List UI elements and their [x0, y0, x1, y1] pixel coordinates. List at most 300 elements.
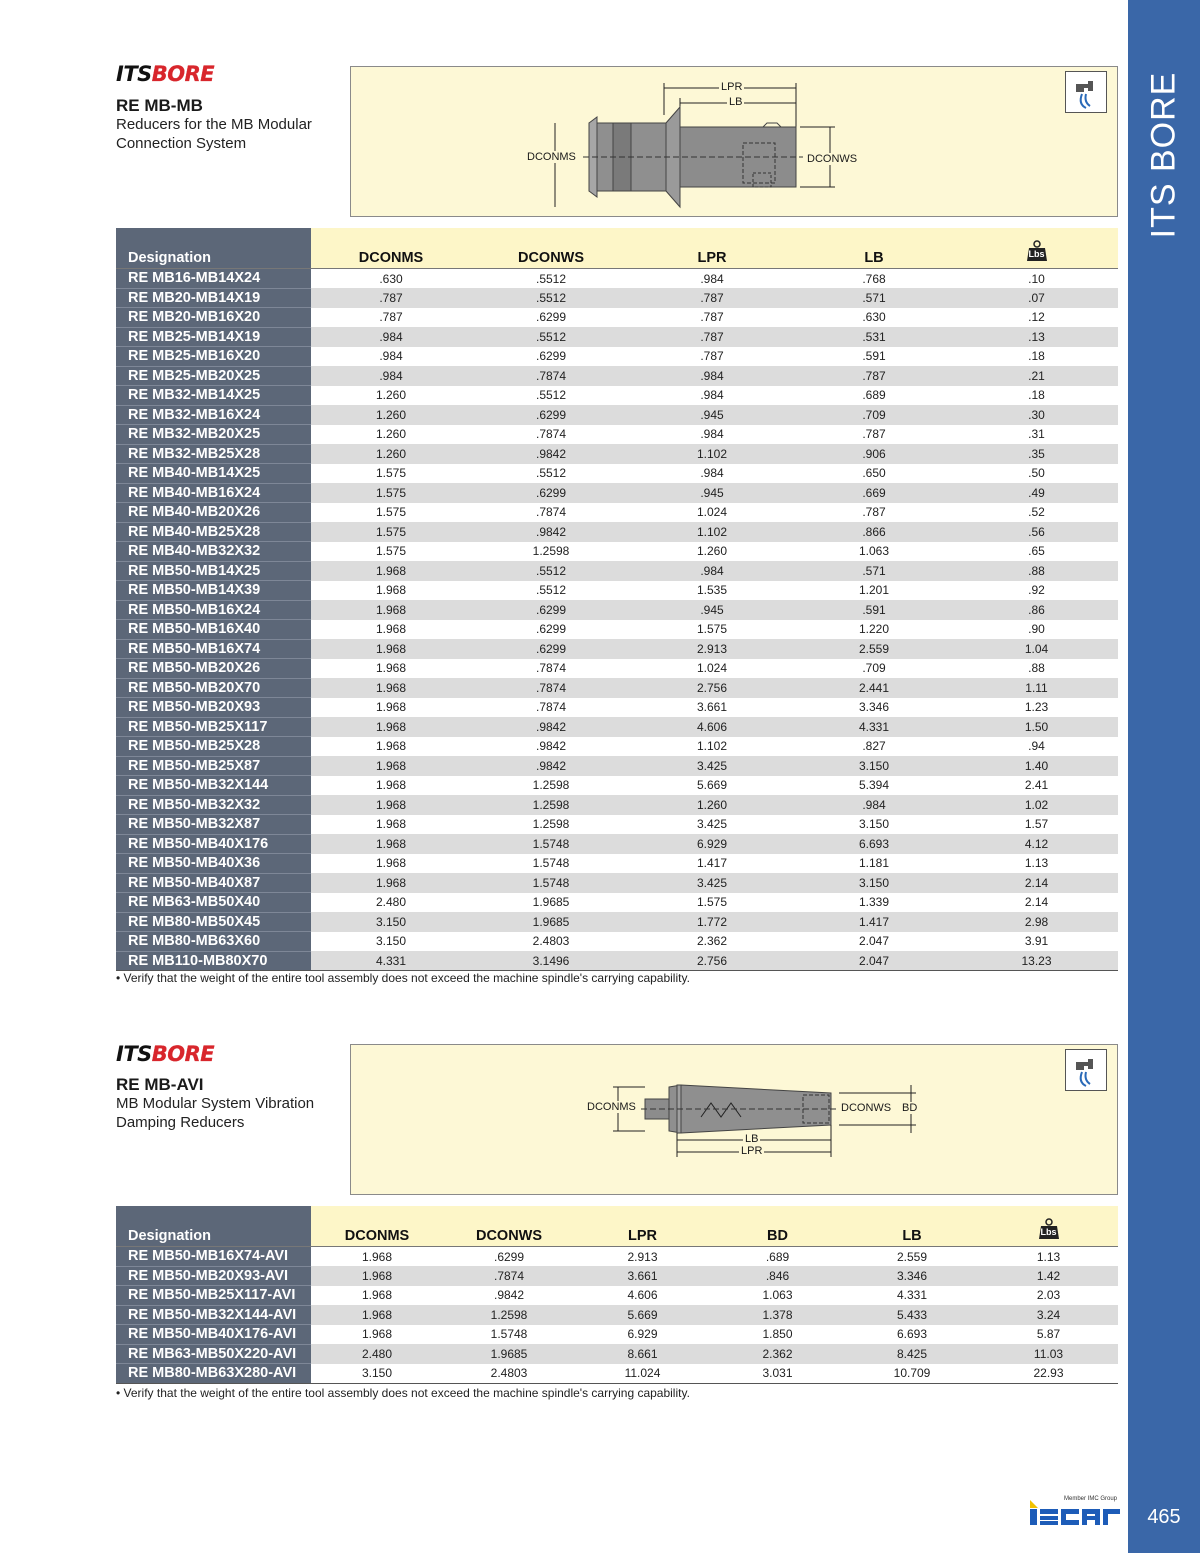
col-dconms: DCONMS [311, 1206, 443, 1247]
value-cell: 1.2598 [471, 776, 631, 796]
table-row [116, 1266, 1118, 1286]
weight-lbs-icon: Lbs [1025, 240, 1049, 262]
value-cell: 1.968 [311, 795, 471, 815]
col-dconws: DCONWS [471, 228, 631, 269]
designation-cell: RE MB50-MB14X25 [116, 561, 311, 581]
value-cell: .52 [955, 503, 1118, 523]
value-cell: .5512 [471, 561, 631, 581]
value-cell: 1.181 [793, 854, 955, 874]
product-title: RE MB-MB [116, 96, 203, 115]
table-row [116, 347, 1118, 367]
designation-cell: RE MB25-MB14X19 [116, 327, 311, 347]
value-cell: 1.968 [311, 659, 471, 679]
value-cell: 1.850 [710, 1325, 845, 1345]
value-cell: .531 [793, 327, 955, 347]
value-cell: .787 [793, 503, 955, 523]
value-cell: .787 [631, 288, 793, 308]
dim-bd-label: BD [902, 1102, 918, 1114]
value-cell: 1.260 [311, 444, 471, 464]
value-cell: 13.23 [955, 951, 1118, 971]
col-lb: LB [845, 1206, 979, 1247]
designation-cell: RE MB80-MB63X60 [116, 932, 311, 952]
col-dconms: DCONMS [311, 228, 471, 269]
value-cell: 1.5748 [471, 873, 631, 893]
value-cell: 3.24 [979, 1305, 1118, 1325]
product-title: RE MB-AVI [116, 1075, 204, 1094]
col-lb: LB [793, 228, 955, 269]
designation-cell: RE MB80-MB50X45 [116, 912, 311, 932]
designation-cell: RE MB50-MB14X39 [116, 581, 311, 601]
value-cell: .945 [631, 600, 793, 620]
value-cell: .94 [955, 737, 1118, 757]
value-cell: 1.57 [955, 815, 1118, 835]
value-cell: .88 [955, 561, 1118, 581]
value-cell: .5512 [471, 386, 631, 406]
value-cell: 1.968 [311, 776, 471, 796]
value-cell: 1.968 [311, 581, 471, 601]
value-cell: .5512 [471, 288, 631, 308]
value-cell: 11.03 [979, 1344, 1118, 1364]
designation-cell: RE MB50-MB32X32 [116, 795, 311, 815]
table-row [116, 386, 1118, 406]
value-cell: 1.260 [311, 386, 471, 406]
product-subtitle: Reducers for the MB Modular Connection System [116, 116, 312, 152]
iscar-logo [1028, 1496, 1122, 1532]
value-cell: 5.87 [979, 1325, 1118, 1345]
value-cell: .9842 [471, 737, 631, 757]
col-dconws: DCONWS [443, 1206, 575, 1247]
value-cell: 3.346 [793, 698, 955, 718]
dim-dconms-label: DCONMS [527, 151, 576, 163]
value-cell: .07 [955, 288, 1118, 308]
brand-logo: ITSBORE [116, 1042, 215, 1066]
value-cell: .7874 [471, 659, 631, 679]
value-cell: 4.606 [631, 717, 793, 737]
value-cell: 1.5748 [443, 1325, 575, 1345]
dim-lpr-label: LPR [721, 81, 743, 93]
value-cell: .984 [631, 464, 793, 484]
table-row [116, 932, 1118, 952]
designation-cell: RE MB32-MB14X25 [116, 386, 311, 406]
designation-cell: RE MB32-MB20X25 [116, 425, 311, 445]
table-row [116, 1364, 1118, 1384]
value-cell: 1.339 [793, 893, 955, 913]
brand-logo: ITSBORE [116, 62, 215, 86]
table-row [116, 561, 1118, 581]
value-cell: 2.03 [979, 1286, 1118, 1306]
value-cell: 2.362 [631, 932, 793, 952]
value-cell: 1.02 [955, 795, 1118, 815]
value-cell: 1.968 [311, 834, 471, 854]
value-cell: 5.669 [631, 776, 793, 796]
designation-cell: RE MB32-MB16X24 [116, 405, 311, 425]
value-cell: 3.425 [631, 756, 793, 776]
table-row [116, 1325, 1118, 1345]
value-cell: 3.346 [845, 1266, 979, 1286]
table-row [116, 1305, 1118, 1325]
dim-dconws-label: DCONWS [841, 1102, 892, 1114]
value-cell: 1.260 [631, 795, 793, 815]
value-cell: 1.968 [311, 1266, 443, 1286]
value-cell: .12 [955, 308, 1118, 328]
table-row [116, 873, 1118, 893]
value-cell: 3.150 [793, 815, 955, 835]
table-row [116, 795, 1118, 815]
value-cell: 5.669 [575, 1305, 710, 1325]
coolant-icon [1065, 71, 1107, 113]
value-cell: 2.559 [793, 639, 955, 659]
table-row [116, 659, 1118, 679]
value-cell: 3.150 [311, 932, 471, 952]
value-cell: .9842 [471, 444, 631, 464]
value-cell: .65 [955, 542, 1118, 562]
table-row [116, 581, 1118, 601]
value-cell: 1.024 [631, 659, 793, 679]
value-cell: 3.425 [631, 815, 793, 835]
value-cell: .7874 [471, 698, 631, 718]
value-cell: 2.4803 [443, 1364, 575, 1384]
value-cell: .787 [631, 347, 793, 367]
value-cell: 1.2598 [471, 795, 631, 815]
side-title: ITS BORE [1144, 71, 1183, 239]
value-cell: 8.661 [575, 1344, 710, 1364]
value-cell: 1.102 [631, 522, 793, 542]
designation-cell: RE MB25-MB20X25 [116, 366, 311, 386]
col-designation: Designation [116, 1206, 311, 1247]
value-cell: 2.913 [631, 639, 793, 659]
value-cell: .9842 [471, 522, 631, 542]
table-row [116, 1344, 1118, 1364]
value-cell: 2.362 [710, 1344, 845, 1364]
designation-cell: RE MB50-MB40X87 [116, 873, 311, 893]
designation-cell: RE MB50-MB16X24 [116, 600, 311, 620]
value-cell: .571 [793, 288, 955, 308]
value-cell: 4.606 [575, 1286, 710, 1306]
value-cell: 1.968 [311, 717, 471, 737]
value-cell: 3.1496 [471, 951, 631, 971]
value-cell: .787 [311, 308, 471, 328]
dim-lb-label: LB [745, 1133, 759, 1145]
designation-cell: RE MB40-MB20X26 [116, 503, 311, 523]
table-row [116, 698, 1118, 718]
value-cell: .984 [631, 561, 793, 581]
value-cell: 2.98 [955, 912, 1118, 932]
value-cell: .6299 [471, 308, 631, 328]
value-cell: 1.063 [710, 1286, 845, 1306]
value-cell: .90 [955, 620, 1118, 640]
table-row [116, 405, 1118, 425]
value-cell: 6.693 [845, 1325, 979, 1345]
value-cell: 1.13 [955, 854, 1118, 874]
value-cell: .7874 [443, 1266, 575, 1286]
table-row [116, 464, 1118, 484]
designation-cell: RE MB50-MB32X87 [116, 815, 311, 835]
table-row [116, 815, 1118, 835]
weight-note: • Verify that the weight of the entire tool assembly does not exceed the machine spindle's carrying capability. [116, 1386, 690, 1400]
value-cell: 1.063 [793, 542, 955, 562]
designation-cell: RE MB50-MB16X74 [116, 639, 311, 659]
value-cell: 1.50 [955, 717, 1118, 737]
value-cell: 2.480 [311, 1344, 443, 1364]
value-cell: .6299 [471, 639, 631, 659]
value-cell: 1.417 [631, 854, 793, 874]
value-cell: .630 [793, 308, 955, 328]
value-cell: 1.102 [631, 444, 793, 464]
designation-cell: RE MB50-MB20X93-AVI [116, 1266, 311, 1286]
value-cell: 1.575 [311, 542, 471, 562]
value-cell: 1.968 [311, 639, 471, 659]
value-cell: 1.40 [955, 756, 1118, 776]
designation-cell: RE MB80-MB63X280-AVI [116, 1364, 311, 1384]
designation-cell: RE MB40-MB25X28 [116, 522, 311, 542]
value-cell: .984 [631, 366, 793, 386]
table-row [116, 600, 1118, 620]
value-cell: 1.968 [311, 1325, 443, 1345]
value-cell: 2.4803 [471, 932, 631, 952]
value-cell: 1.417 [793, 912, 955, 932]
value-cell: 2.559 [845, 1247, 979, 1267]
value-cell: 2.441 [793, 678, 955, 698]
value-cell: .984 [311, 347, 471, 367]
value-cell: .571 [793, 561, 955, 581]
value-cell: 1.968 [311, 600, 471, 620]
designation-cell: RE MB63-MB50X40 [116, 893, 311, 913]
value-cell: 4.331 [793, 717, 955, 737]
value-cell: 3.031 [710, 1364, 845, 1384]
designation-cell: RE MB40-MB14X25 [116, 464, 311, 484]
dim-lb-label: LB [729, 96, 743, 108]
table-row [116, 483, 1118, 503]
value-cell: 1.42 [979, 1266, 1118, 1286]
value-cell: 5.394 [793, 776, 955, 796]
value-cell: .7874 [471, 366, 631, 386]
value-cell: 1.9685 [443, 1344, 575, 1364]
designation-cell: RE MB40-MB32X32 [116, 542, 311, 562]
value-cell: 1.968 [311, 756, 471, 776]
value-cell: 1.968 [311, 1305, 443, 1325]
table-row [116, 288, 1118, 308]
table-row [116, 951, 1118, 971]
table-row [116, 1247, 1118, 1267]
page-number-box [1128, 1480, 1200, 1553]
value-cell: .787 [311, 288, 471, 308]
value-cell: .650 [793, 464, 955, 484]
value-cell: .984 [311, 327, 471, 347]
value-cell: .984 [311, 366, 471, 386]
col-weight [979, 1206, 1118, 1247]
designation-cell: RE MB50-MB32X144-AVI [116, 1305, 311, 1325]
designation-cell: RE MB32-MB25X28 [116, 444, 311, 464]
technical-drawing [350, 66, 1118, 217]
value-cell: .49 [955, 483, 1118, 503]
value-cell: .6299 [471, 620, 631, 640]
dim-dconws-label: DCONWS [807, 153, 858, 165]
value-cell: 2.14 [955, 873, 1118, 893]
value-cell: .984 [793, 795, 955, 815]
dim-lpr-label: LPR [741, 1145, 763, 1157]
designation-cell: RE MB50-MB32X144 [116, 776, 311, 796]
value-cell: 1.260 [311, 425, 471, 445]
value-cell: .31 [955, 425, 1118, 445]
side-band [1128, 0, 1200, 1480]
spec-table-re-mb-avi [116, 1206, 1118, 1384]
page-number: 465 [1147, 1506, 1181, 1528]
value-cell: .866 [793, 522, 955, 542]
col-lpr: LPR [631, 228, 793, 269]
value-cell: 1.968 [311, 1286, 443, 1306]
value-cell: 1.2598 [471, 542, 631, 562]
value-cell: 1.23 [955, 698, 1118, 718]
value-cell: 1.575 [311, 503, 471, 523]
value-cell: .7874 [471, 503, 631, 523]
value-cell: .92 [955, 581, 1118, 601]
value-cell: 1.220 [793, 620, 955, 640]
value-cell: 3.91 [955, 932, 1118, 952]
table-row [116, 542, 1118, 562]
designation-cell: RE MB50-MB20X93 [116, 698, 311, 718]
value-cell: 1.575 [311, 464, 471, 484]
value-cell: .984 [631, 386, 793, 406]
table-row [116, 776, 1118, 796]
value-cell: 1.968 [311, 873, 471, 893]
table-row [116, 678, 1118, 698]
value-cell: 1.2598 [471, 815, 631, 835]
value-cell: 1.5748 [471, 854, 631, 874]
designation-cell: RE MB50-MB16X74-AVI [116, 1247, 311, 1267]
technical-drawing [350, 1044, 1118, 1195]
value-cell: 8.425 [845, 1344, 979, 1364]
value-cell: 1.260 [311, 405, 471, 425]
designation-cell: RE MB50-MB16X40 [116, 620, 311, 640]
value-cell: .88 [955, 659, 1118, 679]
value-cell: .787 [793, 366, 955, 386]
table-row [116, 366, 1118, 386]
table-row [116, 503, 1118, 523]
value-cell: 1.772 [631, 912, 793, 932]
value-cell: 3.150 [311, 1364, 443, 1384]
designation-cell: RE MB50-MB25X87 [116, 756, 311, 776]
value-cell: .689 [710, 1247, 845, 1267]
value-cell: 2.756 [631, 678, 793, 698]
value-cell: 1.968 [311, 620, 471, 640]
table-row [116, 834, 1118, 854]
avi-drawing-svg [351, 1045, 1117, 1194]
value-cell: .689 [793, 386, 955, 406]
member-imc-text: Member IMC Group [1064, 1496, 1118, 1502]
value-cell: 1.378 [710, 1305, 845, 1325]
value-cell: .86 [955, 600, 1118, 620]
value-cell: 10.709 [845, 1364, 979, 1384]
value-cell: .984 [631, 425, 793, 445]
value-cell: 1.575 [311, 483, 471, 503]
designation-cell: RE MB16-MB14X24 [116, 269, 311, 289]
value-cell: 3.150 [793, 873, 955, 893]
value-cell: 6.929 [575, 1325, 710, 1345]
value-cell: 11.024 [575, 1364, 710, 1384]
value-cell: 1.968 [311, 854, 471, 874]
value-cell: .7874 [471, 425, 631, 445]
value-cell: .18 [955, 347, 1118, 367]
value-cell: .7874 [471, 678, 631, 698]
table-row [116, 1286, 1118, 1306]
table-row [116, 269, 1118, 289]
value-cell: 1.2598 [443, 1305, 575, 1325]
table-header-row [116, 228, 1118, 269]
designation-cell: RE MB110-MB80X70 [116, 951, 311, 971]
value-cell: .6299 [443, 1247, 575, 1267]
value-cell: 2.756 [631, 951, 793, 971]
value-cell: .5512 [471, 581, 631, 601]
section-re-mb-avi [116, 1042, 1118, 1412]
table-row [116, 444, 1118, 464]
dim-dconms-label: DCONMS [587, 1101, 636, 1113]
weight-lbs-icon: Lbs [1037, 1218, 1061, 1240]
value-cell: 2.14 [955, 893, 1118, 913]
value-cell: .768 [793, 269, 955, 289]
value-cell: .10 [955, 269, 1118, 289]
value-cell: 1.575 [631, 620, 793, 640]
value-cell: .846 [710, 1266, 845, 1286]
designation-cell: RE MB63-MB50X220-AVI [116, 1344, 311, 1364]
value-cell: .30 [955, 405, 1118, 425]
value-cell: 1.575 [631, 893, 793, 913]
value-cell: 1.11 [955, 678, 1118, 698]
col-weight [955, 228, 1118, 269]
value-cell: 2.047 [793, 951, 955, 971]
table-row [116, 639, 1118, 659]
value-cell: 1.968 [311, 698, 471, 718]
value-cell: 2.480 [311, 893, 471, 913]
value-cell: .6299 [471, 405, 631, 425]
value-cell: .709 [793, 659, 955, 679]
value-cell: .984 [631, 269, 793, 289]
designation-cell: RE MB50-MB20X70 [116, 678, 311, 698]
value-cell: 2.913 [575, 1247, 710, 1267]
value-cell: .6299 [471, 347, 631, 367]
value-cell: 1.575 [311, 522, 471, 542]
value-cell: 1.102 [631, 737, 793, 757]
value-cell: 6.929 [631, 834, 793, 854]
value-cell: .5512 [471, 464, 631, 484]
value-cell: 5.433 [845, 1305, 979, 1325]
designation-cell: RE MB50-MB25X117-AVI [116, 1286, 311, 1306]
value-cell: .787 [631, 327, 793, 347]
table-row [116, 522, 1118, 542]
value-cell: .13 [955, 327, 1118, 347]
value-cell: .709 [793, 405, 955, 425]
value-cell: 1.260 [631, 542, 793, 562]
value-cell: .827 [793, 737, 955, 757]
value-cell: .6299 [471, 600, 631, 620]
value-cell: 4.331 [311, 951, 471, 971]
value-cell: 1.968 [311, 815, 471, 835]
value-cell: .18 [955, 386, 1118, 406]
value-cell: 1.9685 [471, 893, 631, 913]
designation-cell: RE MB50-MB25X28 [116, 737, 311, 757]
value-cell: 1.04 [955, 639, 1118, 659]
designation-cell: RE MB50-MB20X26 [116, 659, 311, 679]
value-cell: 2.41 [955, 776, 1118, 796]
table-row [116, 620, 1118, 640]
value-cell: .56 [955, 522, 1118, 542]
value-cell: 6.693 [793, 834, 955, 854]
table-row [116, 912, 1118, 932]
coolant-icon [1065, 1049, 1107, 1091]
value-cell: 1.5748 [471, 834, 631, 854]
designation-cell: RE MB50-MB40X176-AVI [116, 1325, 311, 1345]
weight-note: • Verify that the weight of the entire tool assembly does not exceed the machine spindle's carrying capability. [116, 971, 690, 985]
section-re-mb-mb [116, 62, 1118, 992]
